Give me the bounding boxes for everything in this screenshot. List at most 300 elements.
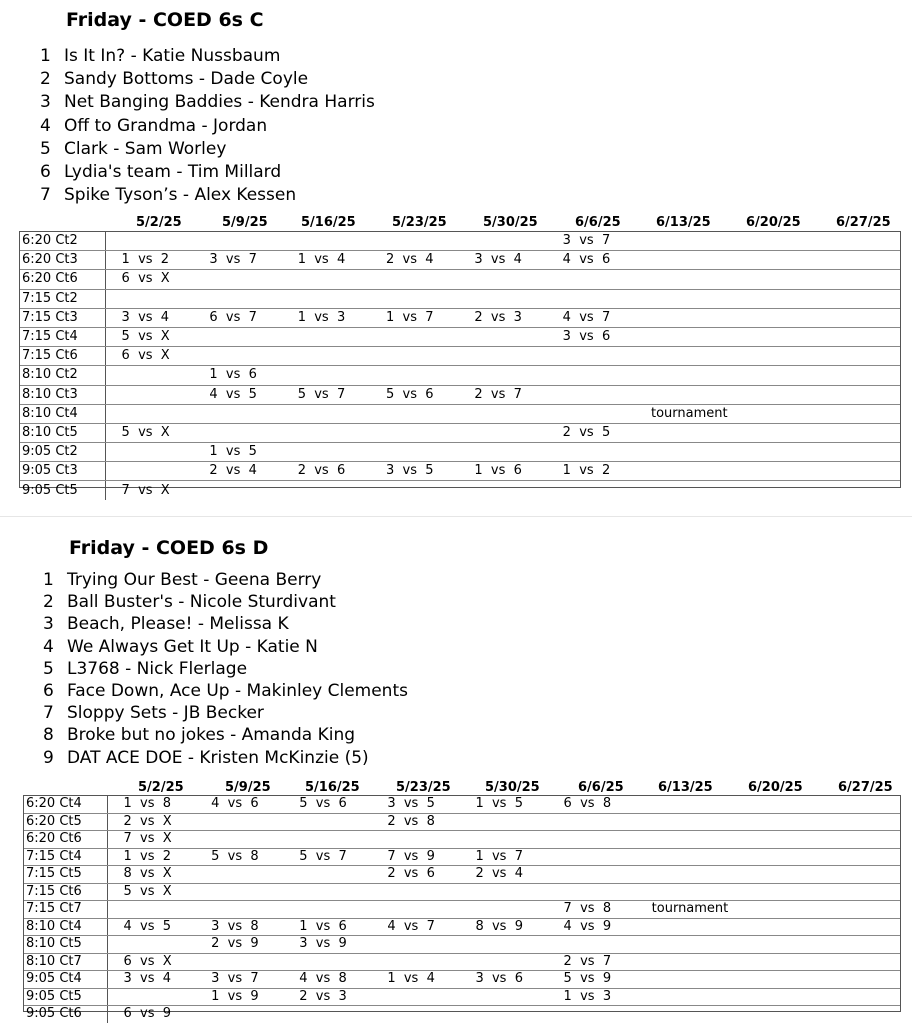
match-cell: 2 vs 4	[459, 866, 547, 884]
schedule-row	[20, 385, 900, 404]
match-cell	[812, 366, 900, 385]
match-cell	[724, 936, 812, 954]
match-cell: 3 vs 5	[371, 796, 459, 813]
match-cell	[458, 481, 546, 500]
match-cell	[723, 251, 811, 270]
match-cell	[636, 918, 724, 936]
match-cell: 1 vs 6	[193, 366, 281, 385]
match-cell: 2 vs 4	[370, 251, 458, 270]
match-cell	[193, 327, 281, 346]
match-cell	[282, 270, 370, 289]
date-header: 6/6/25	[575, 215, 621, 230]
match-cell	[812, 918, 900, 936]
schedule-row	[24, 866, 900, 884]
match-cell	[459, 883, 547, 901]
date-header: 5/2/25	[138, 780, 184, 795]
match-cell	[547, 270, 635, 289]
match-cell	[812, 232, 900, 251]
match-cell	[459, 1006, 547, 1023]
match-cell	[371, 831, 459, 849]
match-cell	[635, 347, 723, 366]
team-list-item	[40, 184, 375, 207]
match-cell: 2 vs 6	[371, 866, 459, 884]
team-list-item	[43, 636, 408, 658]
match-cell	[812, 308, 900, 327]
division-title: Friday - COED 6s D	[69, 537, 269, 559]
schedule-table-frame	[23, 795, 901, 1022]
match-cell	[723, 308, 811, 327]
match-cell	[723, 232, 811, 251]
match-cell	[548, 1006, 636, 1023]
schedule-row	[24, 848, 900, 866]
schedule-row	[20, 481, 900, 500]
match-cell: 1 vs 7	[459, 848, 547, 866]
match-cell	[458, 232, 546, 251]
time-court-cell: 7:15 Ct5	[24, 866, 107, 884]
date-header: 6/20/25	[746, 215, 801, 230]
match-cell	[812, 848, 900, 866]
match-cell	[812, 971, 900, 989]
team-name: Off to Grandma - Jordan	[64, 115, 268, 136]
team-list-item	[43, 747, 408, 769]
match-cell	[635, 385, 723, 404]
match-cell: 4 vs 5	[193, 385, 281, 404]
match-cell	[105, 232, 193, 251]
match-cell	[370, 423, 458, 442]
match-cell: 5 vs X	[105, 327, 193, 346]
time-court-cell: 8:10 Ct4	[24, 918, 107, 936]
match-cell	[459, 831, 547, 849]
match-cell	[547, 404, 635, 423]
time-court-cell: 9:05 Ct6	[24, 1006, 107, 1023]
time-court-cell: 8:10 Ct5	[24, 936, 107, 954]
match-cell: 5 vs 7	[283, 848, 371, 866]
match-cell: 1 vs 3	[282, 308, 370, 327]
match-cell	[370, 270, 458, 289]
match-cell	[283, 831, 371, 849]
match-cell: 5 vs 9	[548, 971, 636, 989]
match-cell: 3 vs 4	[107, 971, 195, 989]
match-cell	[459, 813, 547, 831]
match-cell: 1 vs 4	[282, 251, 370, 270]
match-cell	[548, 813, 636, 831]
match-cell	[636, 988, 724, 1006]
date-header: 6/27/25	[836, 215, 891, 230]
match-cell	[195, 1006, 283, 1023]
team-number: 2	[40, 69, 51, 90]
team-list	[43, 569, 408, 769]
team-number: 1	[40, 46, 51, 66]
match-cell	[193, 423, 281, 442]
match-cell: 2 vs 9	[195, 936, 283, 954]
match-cell	[371, 883, 459, 901]
match-cell	[723, 443, 811, 462]
match-cell	[105, 289, 193, 308]
schedule-row	[24, 918, 900, 936]
time-court-cell: 6:20 Ct3	[20, 251, 105, 270]
match-cell	[636, 813, 724, 831]
match-cell: 2 vs 8	[371, 813, 459, 831]
match-cell: 1 vs 5	[459, 796, 547, 813]
match-cell	[635, 232, 723, 251]
match-cell	[105, 385, 193, 404]
team-name: Ball Buster's - Nicole Sturdivant	[67, 592, 336, 613]
match-cell	[812, 347, 900, 366]
match-cell	[193, 481, 281, 500]
team-list-item	[43, 680, 408, 702]
schedule-row	[20, 462, 900, 481]
match-cell	[812, 423, 900, 442]
schedule-table-frame	[19, 231, 901, 498]
schedule-row	[24, 971, 900, 989]
match-cell: 4 vs 8	[283, 971, 371, 989]
schedule-row	[24, 813, 900, 831]
match-cell: 3 vs 4	[458, 251, 546, 270]
time-court-cell: 7:15 Ct4	[20, 327, 105, 346]
team-list-item	[43, 591, 408, 613]
schedule-row	[24, 901, 900, 919]
match-cell	[283, 1006, 371, 1023]
match-cell	[282, 404, 370, 423]
match-cell	[370, 289, 458, 308]
match-cell: 6 vs X	[105, 347, 193, 366]
date-header: 5/23/25	[392, 215, 447, 230]
date-header: 5/30/25	[485, 780, 540, 795]
match-cell: 3 vs 7	[195, 971, 283, 989]
team-number: 3	[40, 92, 51, 113]
team-list-item	[40, 115, 375, 138]
match-cell	[812, 481, 900, 500]
match-cell	[812, 1006, 900, 1023]
match-cell	[812, 901, 900, 919]
match-cell	[812, 953, 900, 971]
match-cell	[105, 462, 193, 481]
match-cell: 7 vs 8	[548, 901, 636, 919]
match-cell	[371, 936, 459, 954]
match-cell	[458, 366, 546, 385]
date-header: 5/2/25	[136, 215, 182, 230]
date-header: 5/16/25	[301, 215, 356, 230]
time-court-cell: 7:15 Ct7	[24, 901, 107, 919]
match-cell	[193, 289, 281, 308]
date-header: 6/6/25	[578, 780, 624, 795]
schedule-row	[20, 251, 900, 270]
match-cell	[812, 270, 900, 289]
team-number: 1	[43, 570, 54, 590]
team-list-item	[43, 702, 408, 724]
match-cell: 1 vs 8	[107, 796, 195, 813]
team-name: Spike Tyson’s - Alex Kessen	[64, 185, 297, 206]
time-court-cell: 8:10 Ct2	[20, 366, 105, 385]
time-court-cell: 8:10 Ct4	[20, 404, 105, 423]
match-cell: 3 vs 6	[547, 327, 635, 346]
match-cell: 1 vs 5	[193, 443, 281, 462]
match-cell	[812, 796, 900, 813]
match-cell: 2 vs 4	[193, 462, 281, 481]
schedule-row	[24, 936, 900, 954]
match-cell	[724, 866, 812, 884]
time-court-cell: 6:20 Ct4	[24, 796, 107, 813]
match-cell	[724, 883, 812, 901]
date-header: 5/30/25	[483, 215, 538, 230]
match-cell: 1 vs 3	[548, 988, 636, 1006]
schedule-row	[20, 270, 900, 289]
match-cell	[282, 232, 370, 251]
match-cell	[723, 385, 811, 404]
match-cell: 6 vs 8	[548, 796, 636, 813]
schedule-row	[20, 289, 900, 308]
match-cell	[105, 366, 193, 385]
match-cell	[370, 481, 458, 500]
match-cell: tournament	[635, 404, 723, 423]
time-court-cell: 9:05 Ct3	[20, 462, 105, 481]
match-cell	[370, 404, 458, 423]
match-cell	[282, 347, 370, 366]
match-cell: 4 vs 6	[195, 796, 283, 813]
match-cell	[282, 423, 370, 442]
team-name: Is It In? - Katie Nussbaum	[64, 46, 281, 66]
match-cell	[724, 813, 812, 831]
match-cell	[458, 443, 546, 462]
match-cell	[459, 988, 547, 1006]
match-cell	[195, 953, 283, 971]
match-cell	[459, 936, 547, 954]
team-name: Sloppy Sets - JB Becker	[67, 703, 264, 724]
match-cell: 1 vs 2	[105, 251, 193, 270]
match-cell: 2 vs 6	[282, 462, 370, 481]
match-cell	[107, 936, 195, 954]
match-cell	[459, 953, 547, 971]
match-cell	[812, 251, 900, 270]
team-number: 7	[43, 703, 54, 724]
schedule-row	[20, 232, 900, 251]
match-cell: 5 vs 6	[283, 796, 371, 813]
match-cell: 3 vs 6	[459, 971, 547, 989]
match-cell: 1 vs 2	[547, 462, 635, 481]
match-cell	[723, 481, 811, 500]
match-cell: 5 vs X	[107, 883, 195, 901]
match-cell: 4 vs 7	[547, 308, 635, 327]
match-cell	[812, 988, 900, 1006]
team-number: 9	[43, 747, 54, 768]
match-cell	[193, 347, 281, 366]
match-cell	[812, 289, 900, 308]
match-cell: 5 vs 6	[370, 385, 458, 404]
match-cell: 1 vs 6	[458, 462, 546, 481]
team-name: L3768 - Nick Flerlage	[67, 658, 248, 679]
time-court-cell: 7:15 Ct4	[24, 848, 107, 866]
match-cell	[283, 813, 371, 831]
match-cell: 6 vs 7	[193, 308, 281, 327]
match-cell	[635, 481, 723, 500]
match-cell	[812, 936, 900, 954]
date-header-row	[0, 215, 912, 231]
match-cell	[724, 901, 812, 919]
match-cell	[195, 901, 283, 919]
date-header-row	[0, 780, 912, 796]
match-cell	[193, 404, 281, 423]
match-cell: 3 vs 7	[193, 251, 281, 270]
team-number: 5	[40, 138, 51, 159]
match-cell	[547, 289, 635, 308]
date-header: 5/23/25	[396, 780, 451, 795]
match-cell	[195, 866, 283, 884]
match-cell	[371, 1006, 459, 1023]
schedule-row	[20, 327, 900, 346]
time-court-cell: 8:10 Ct3	[20, 385, 105, 404]
team-number: 4	[40, 115, 51, 136]
schedule-row	[24, 953, 900, 971]
match-cell	[812, 462, 900, 481]
date-header: 5/9/25	[222, 215, 268, 230]
match-cell: 3 vs 9	[283, 936, 371, 954]
match-cell: 5 vs 8	[195, 848, 283, 866]
match-cell	[547, 366, 635, 385]
match-cell: 5 vs 7	[282, 385, 370, 404]
match-cell	[724, 796, 812, 813]
match-cell	[724, 831, 812, 849]
team-name: Trying Our Best - Geena Berry	[67, 570, 322, 590]
schedule-row	[20, 308, 900, 327]
schedule-row	[20, 443, 900, 462]
match-cell	[724, 953, 812, 971]
match-cell	[635, 423, 723, 442]
team-list-item	[43, 613, 408, 635]
date-header: 5/16/25	[305, 780, 360, 795]
match-cell	[107, 988, 195, 1006]
match-cell: 6 vs X	[105, 270, 193, 289]
time-court-cell: 9:05 Ct5	[20, 481, 105, 500]
match-cell: 4 vs 5	[107, 918, 195, 936]
team-list-item	[40, 161, 375, 184]
team-name: Clark - Sam Worley	[64, 138, 227, 159]
match-cell	[812, 866, 900, 884]
team-number: 2	[43, 592, 54, 613]
match-cell	[283, 901, 371, 919]
match-cell	[723, 423, 811, 442]
schedule-row	[20, 423, 900, 442]
match-cell	[547, 347, 635, 366]
team-list-item	[40, 91, 375, 114]
match-cell	[458, 327, 546, 346]
match-cell	[458, 347, 546, 366]
schedule-row	[20, 347, 900, 366]
match-cell: 7 vs 9	[371, 848, 459, 866]
time-court-cell: 6:20 Ct6	[24, 831, 107, 849]
match-cell	[812, 883, 900, 901]
match-cell: 3 vs 8	[195, 918, 283, 936]
team-name: Beach, Please! - Melissa K	[67, 614, 289, 635]
team-list-item	[43, 658, 408, 680]
section-divider	[0, 516, 912, 517]
match-cell	[723, 404, 811, 423]
time-court-cell: 6:20 Ct6	[20, 270, 105, 289]
match-cell	[548, 866, 636, 884]
match-cell: 2 vs X	[107, 813, 195, 831]
match-cell: 2 vs 3	[283, 988, 371, 1006]
time-court-cell: 8:10 Ct5	[20, 423, 105, 442]
match-cell: 3 vs 5	[370, 462, 458, 481]
match-cell	[458, 404, 546, 423]
schedule-row	[24, 831, 900, 849]
match-cell	[195, 813, 283, 831]
match-cell: 2 vs 7	[548, 953, 636, 971]
match-cell: 3 vs 7	[547, 232, 635, 251]
time-court-cell: 6:20 Ct2	[20, 232, 105, 251]
match-cell	[812, 813, 900, 831]
schedule-table	[24, 796, 900, 1023]
match-cell	[635, 366, 723, 385]
match-cell	[636, 866, 724, 884]
match-cell	[636, 831, 724, 849]
match-cell: 4 vs 6	[547, 251, 635, 270]
match-cell	[723, 327, 811, 346]
match-cell	[371, 988, 459, 1006]
time-court-cell: 6:20 Ct5	[24, 813, 107, 831]
team-list-item	[40, 68, 375, 91]
time-court-cell: 7:15 Ct3	[20, 308, 105, 327]
match-cell: 4 vs 7	[371, 918, 459, 936]
match-cell	[107, 901, 195, 919]
team-name: We Always Get It Up - Katie N	[67, 636, 318, 657]
match-cell	[195, 831, 283, 849]
match-cell	[636, 936, 724, 954]
match-cell: 2 vs 7	[458, 385, 546, 404]
match-cell	[724, 971, 812, 989]
match-cell	[371, 901, 459, 919]
team-number: 8	[43, 725, 54, 746]
match-cell	[548, 831, 636, 849]
match-cell: 1 vs 6	[283, 918, 371, 936]
match-cell	[723, 462, 811, 481]
match-cell	[635, 327, 723, 346]
schedule-table	[20, 232, 900, 500]
match-cell	[635, 443, 723, 462]
match-cell: 8 vs 9	[459, 918, 547, 936]
time-court-cell: 9:05 Ct2	[20, 443, 105, 462]
date-header: 5/9/25	[225, 780, 271, 795]
match-cell	[636, 883, 724, 901]
team-list	[40, 45, 375, 207]
match-cell	[636, 796, 724, 813]
match-cell: 3 vs 4	[105, 308, 193, 327]
match-cell	[724, 918, 812, 936]
schedule-row	[24, 796, 900, 813]
match-cell	[548, 883, 636, 901]
schedule-row	[24, 883, 900, 901]
team-name: Face Down, Ace Up - Makinley Clements	[67, 681, 408, 702]
match-cell	[547, 481, 635, 500]
match-cell: 1 vs 9	[195, 988, 283, 1006]
team-name: Sandy Bottoms - Dade Coyle	[64, 69, 309, 90]
team-name: Lydia's team - Tim Millard	[64, 162, 282, 183]
match-cell: tournament	[636, 901, 724, 919]
match-cell: 2 vs 3	[458, 308, 546, 327]
team-name: Broke but no jokes - Amanda King	[67, 725, 356, 746]
time-court-cell: 9:05 Ct4	[24, 971, 107, 989]
match-cell: 6 vs X	[107, 953, 195, 971]
match-cell	[635, 462, 723, 481]
date-header: 6/20/25	[748, 780, 803, 795]
match-cell	[547, 385, 635, 404]
time-court-cell: 7:15 Ct2	[20, 289, 105, 308]
time-court-cell: 8:10 Ct7	[24, 953, 107, 971]
match-cell	[458, 270, 546, 289]
match-cell	[723, 289, 811, 308]
match-cell	[812, 327, 900, 346]
match-cell	[370, 327, 458, 346]
schedule-row	[20, 404, 900, 423]
